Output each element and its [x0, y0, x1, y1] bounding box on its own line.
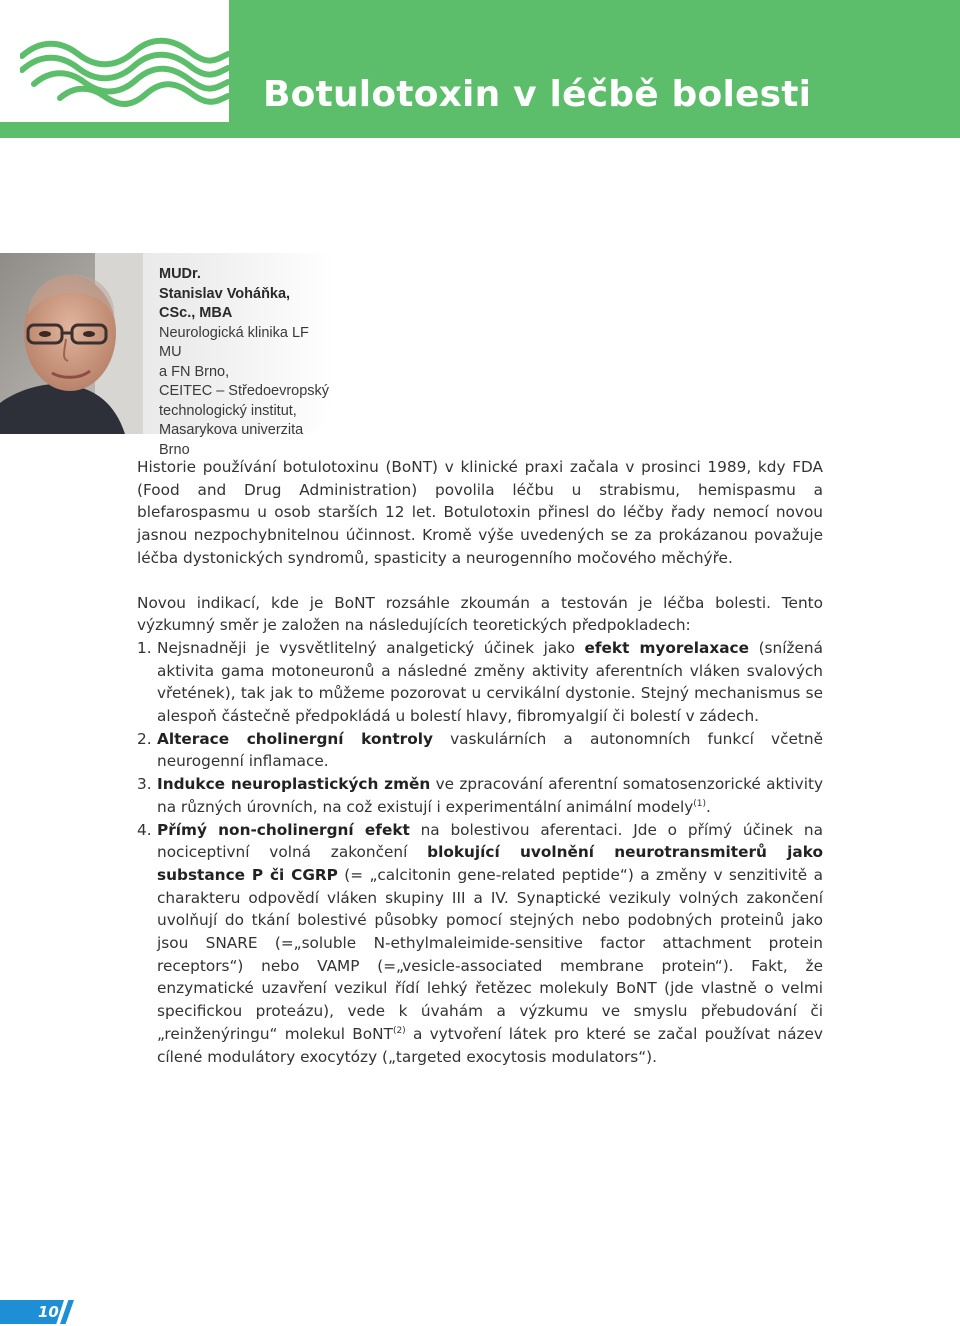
- author-affiliation-5: Masarykova univerzita Brno: [159, 422, 304, 458]
- author-name: Stanislav Voháňka,: [159, 285, 291, 302]
- list-number: 1.: [137, 638, 152, 657]
- list-item: 3. Indukce neuroplastických změn ve zpracování aferentní somatosenzorické aktivity na různých úrovních, na což existují i experimentální animální modely$^{(1)}$.: [137, 775, 824, 816]
- page-number: 10: [38, 1303, 59, 1321]
- author-info: [159, 265, 334, 460]
- list-item: 2. Alterace cholinergní kontroly vaskulárních a autonomních funkcí včetně neurogenní inflamace.: [137, 729, 823, 771]
- author-title: MUDr.: [159, 266, 201, 282]
- bold-term: Indukce neuroplastických změn: [157, 775, 431, 794]
- author-affiliation-1: Neurologická klinika LF MU: [159, 324, 309, 360]
- author-affiliation-3: CEITEC – Středoevropský: [159, 383, 330, 399]
- list-number: 2.: [137, 729, 152, 748]
- list-item: 1. Nejsnadněji je vysvětlitelný analgetický účinek jako efekt myorelaxace (snížená aktivita gama motoneuronů a následné změny aktivity aferentních vláken svalových vřetének), tak jak to můžeme pozorovat u cervikální dystonie. Stejný mechanismus se alespoň částečně předpokládá u bolestí hlavy, fibromyalgií či bolestí v zádech.: [137, 638, 823, 726]
- bold-term: efekt myorelaxace: [584, 638, 749, 657]
- author-affiliation-2: a FN Brno,: [159, 363, 230, 380]
- author-photo: [0, 253, 143, 434]
- wave-logo-icon: [20, 36, 232, 116]
- hypotheses-list: [137, 637, 823, 1068]
- list-number: 3.: [137, 775, 152, 794]
- list-number: 4.: [137, 820, 152, 839]
- author-degrees: CSc., MBA: [159, 305, 233, 321]
- citation: (2): [392, 1025, 406, 1036]
- bold-term: blokující uvolnění neurotransmiterů jako substance P či CGRP: [157, 843, 823, 884]
- citation: (1): [693, 798, 707, 809]
- bold-term: Přímý non-cholinergní efekt: [157, 820, 410, 839]
- author-affiliation-4: technologický institut,: [159, 402, 297, 419]
- list-item: 4. Přímý non-cholinergní efekt na bolestivou aferentaci. Jde o přímý účinek na nociceptivní volná zakončení blokující uvolnění neurotransmiterů jako substance P či CGRP (= „calcitonin gene-related peptide“) a změny v senzitivitě a charakteru odpovědí vláken skupiny III a IV. Synaptické vezikuly volných zakončení uvolňují do tkání bolestivé působky pomocí stejných nebo podobných proteinů jako jsou SNARE (=„soluble N-ethylmaleimide-sensitive factor attachment protein receptors“) nebo VAMP (=„vesicle-associated membrane protein“). Fakt, že enzymatické uzavření vezikul řídí lehký řetězec molekuly BoNT (jde vlastně o velmi specifickou proteázu), vede k úvahám a výzkumu ve smyslu přebudování či „reinženýringu“ molekul BoNT$^{(2)}$ a vytvoření látek pro které se začal používat název cílené modulátory exocytózy („targeted exocytosis modulators“).: [137, 820, 824, 1066]
- indication-text: Novou indikací, kde je BoNT rozsáhle zkoumán a testován je léčba bolesti. Tento výzkumný směr je založen na následujících teoretických předpokladech:: [137, 593, 823, 635]
- article-body: [137, 456, 823, 1068]
- wave-logo: [0, 0, 229, 122]
- page-title: Botulotoxin v léčbě bolesti: [263, 74, 812, 115]
- indication-paragraph: [137, 592, 823, 637]
- bold-term: Alterace cholinergní kontroly: [157, 729, 433, 748]
- intro-paragraph: Historie používání botulotoxinu (BoNT) v klinické praxi začala v prosinci 1989, kdy FDA (Food and Drug Administration) povolila léčbu u strabismu, hemispasmu a blefarospasmu u osob starších 12 let. Botulotoxin přinesl do léčby řady nemocí novou jasnou nezpochybnitelnou účinnost. Kromě výše uvedených se za prokázanou považuje léčba dystonických syndromů, spasticity a neurogenního močového měchýře.: [137, 458, 823, 567]
- author-portrait-image: [0, 253, 143, 434]
